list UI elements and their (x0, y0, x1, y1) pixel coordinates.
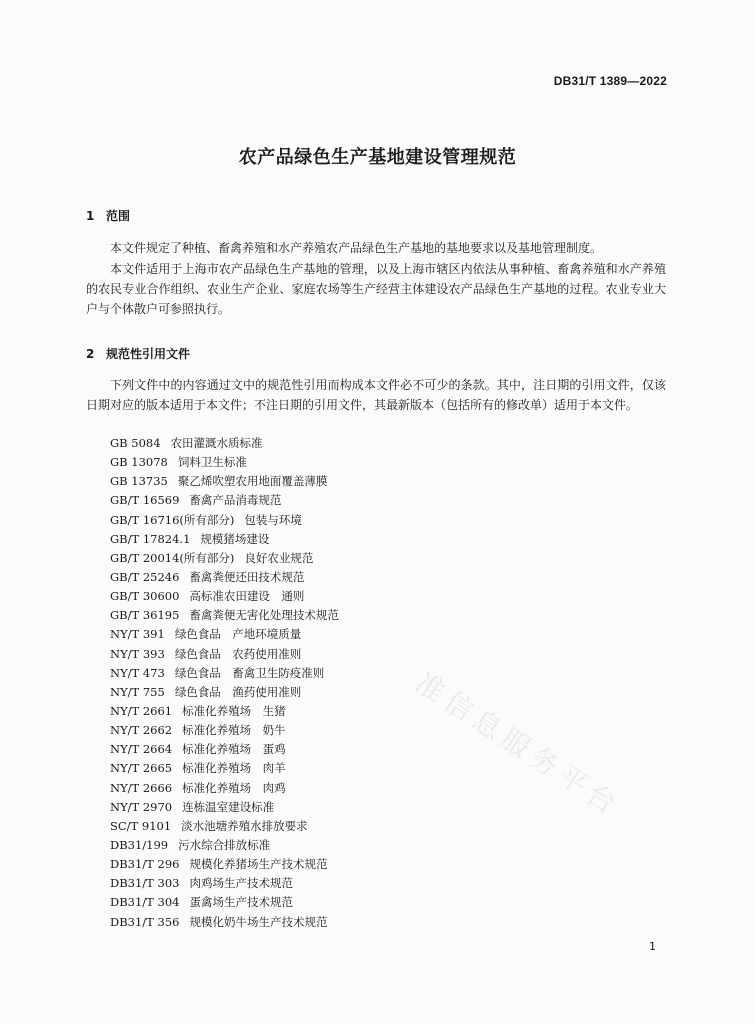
reference-item (110, 702, 339, 721)
reference-title: 污水综合排放标准 (178, 837, 271, 852)
reference-item (110, 549, 339, 568)
reference-item (110, 587, 339, 606)
reference-code: NY/T 393 (110, 646, 165, 661)
reference-title: 标准化养殖场 奶牛 (182, 723, 286, 738)
reference-item (110, 779, 339, 798)
reference-title: 绿色食品 渔药使用准则 (174, 684, 302, 699)
reference-item (110, 511, 339, 530)
reference-title: 规模化养猪场生产技术规范 (189, 857, 328, 872)
reference-code: GB 5084 (110, 436, 161, 450)
reference-title: 规模化奶牛场生产技术规范 (189, 914, 328, 929)
reference-title: 畜禽粪便还田技术规范 (189, 569, 305, 584)
reference-title: 绿色食品 畜禽卫生防疫准则 (174, 665, 325, 680)
reference-code: GB/T 25246 (110, 569, 180, 584)
reference-code: GB/T 16569 (110, 493, 180, 508)
reference-code: GB/T 36195 (110, 608, 180, 623)
reference-item (110, 913, 339, 932)
paragraph: 本文件适用于上海市农产品绿色生产基地的管理，以及上海市辖区内依法从事种植、畜禽养殖和水产养殖的农民专业合作组织、农业生产企业、家庭农场等生产经营主体建设农产品绿色生产基地的过程。农业专业大户与个体散户可参照执行。 (86, 262, 666, 316)
reference-item (110, 759, 339, 778)
reference-code: DB31/T 304 (110, 895, 180, 910)
document-title: 农产品绿色生产基地建设管理规范 (238, 147, 517, 168)
reference-code: NY/T 2970 (110, 799, 173, 814)
reference-code: NY/T 391 (110, 627, 165, 642)
reference-title: 包装与环境 (244, 512, 302, 527)
reference-list (110, 434, 339, 932)
reference-title: 良好农业规范 (244, 550, 314, 565)
reference-code: GB 13735 (110, 474, 168, 489)
reference-item (110, 817, 339, 836)
reference-code: NY/T 2666 (110, 780, 173, 795)
reference-code: DB31/199 (110, 837, 169, 852)
reference-title: 连栋温室建设标准 (182, 799, 275, 814)
reference-code: GB/T 17824.1 (110, 531, 191, 546)
reference-title: 高标准农田建设 通则 (189, 589, 305, 604)
reference-item (110, 472, 339, 491)
reference-title: 畜禽粪便无害化处理技术规范 (189, 608, 339, 623)
reference-code: NY/T 2661 (110, 703, 173, 718)
reference-code: DB31/T 303 (110, 876, 180, 891)
reference-code: GB 13078 (110, 455, 168, 470)
section-heading-scope (86, 207, 130, 224)
reference-item (110, 874, 339, 893)
paragraph: 本文件规定了种植、畜禽养殖和水产养殖农产品绿色生产基地的基地要求以及基地管理制度。 (110, 241, 603, 255)
reference-item (110, 893, 339, 912)
reference-code: GB/T 30600 (110, 589, 180, 604)
reference-item (110, 606, 339, 625)
reference-item (110, 740, 339, 759)
reference-code: NY/T 473 (110, 665, 165, 680)
reference-item (110, 645, 339, 664)
reference-title: 饲料卫生标准 (177, 455, 247, 470)
paragraph: 下列文件中的内容通过文中的规范性引用而构成本文件必不可少的条款。其中，注日期的引用文件，仅该日期对应的版本适用于本文件；不注日期的引用文件，其最新版本（包括所有的修改单）适用于本文件。 (86, 378, 666, 412)
reference-item (110, 664, 339, 683)
section-number: 1 (86, 209, 95, 223)
reference-title: 标准化养殖场 蛋鸡 (182, 742, 286, 757)
reference-code: NY/T 2664 (110, 742, 173, 757)
section-number: 2 (86, 347, 95, 361)
reference-code: NY/T 755 (110, 684, 165, 699)
reference-title: 畜禽产品消毒规范 (189, 493, 282, 508)
section-title: 范围 (106, 209, 131, 223)
reference-item (110, 683, 339, 702)
standard-number: DB31/T 1389—2022 (553, 74, 667, 88)
reference-item (110, 568, 339, 587)
reference-item (110, 798, 339, 817)
reference-item (110, 491, 339, 510)
reference-code: NY/T 2665 (110, 761, 173, 776)
page-number: 1 (649, 940, 656, 953)
reference-code: DB31/T 356 (110, 914, 180, 929)
reference-title: 肉鸡场生产技术规范 (189, 876, 293, 891)
reference-title: 蛋禽场生产技术规范 (189, 895, 293, 910)
reference-title: 淡水池塘养殖水排放要求 (181, 818, 308, 833)
reference-item (110, 855, 339, 874)
section-heading-normative-references (86, 345, 190, 362)
reference-item (110, 434, 339, 453)
reference-code: NY/T 2662 (110, 723, 173, 738)
reference-code: GB/T 20014(所有部分) (110, 550, 235, 565)
reference-code: SC/T 9101 (110, 818, 172, 833)
reference-item (110, 530, 339, 549)
reference-title: 标准化养殖场 肉羊 (182, 761, 286, 776)
reference-title: 规模猪场建设 (200, 531, 270, 546)
watermark: 准信息服务平台 (409, 666, 627, 824)
reference-title: 聚乙烯吹塑农用地面覆盖薄膜 (177, 474, 328, 489)
reference-item (110, 721, 339, 740)
reference-item (110, 453, 339, 472)
reference-title: 绿色食品 产地环境质量 (174, 627, 302, 642)
reference-title: 绿色食品 农药使用准则 (174, 646, 302, 661)
reference-title: 标准化养殖场 肉鸡 (182, 780, 286, 795)
reference-item (110, 836, 339, 855)
reference-code: DB31/T 296 (110, 857, 180, 872)
section-title: 规范性引用文件 (106, 347, 191, 361)
reference-item (110, 625, 339, 644)
reference-title: 标准化养殖场 生猪 (182, 703, 286, 718)
reference-code: GB/T 16716(所有部分) (110, 512, 235, 527)
reference-title: 农田灌溉水质标准 (170, 436, 263, 450)
